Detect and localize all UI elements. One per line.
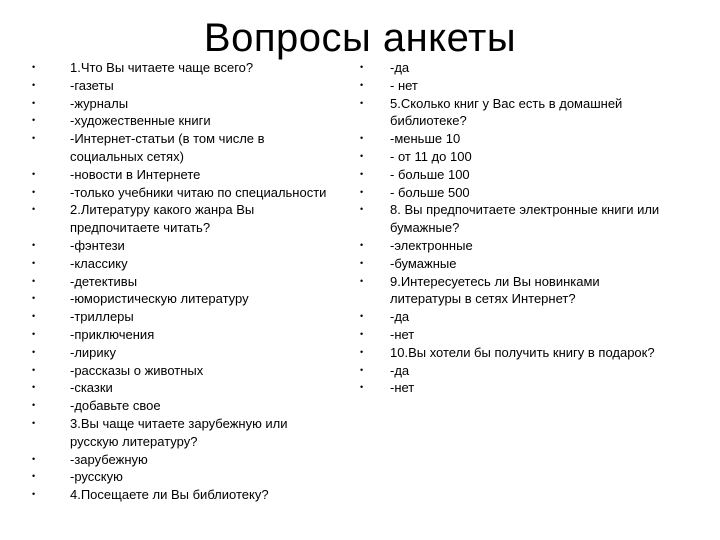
list-item [32,326,332,344]
bullet-icon: • [360,346,364,357]
list-item-text: -зарубежную [70,451,148,467]
list-item-text: 2.Литературу какого жанра Вы предпочитаете читать? [70,202,255,236]
list-item [360,130,668,148]
list-item [360,379,668,397]
list-item-text: 4.Посещаете ли Вы библиотеку? [70,487,269,503]
list-item-text: -художественные книги [70,113,211,129]
bullet-icon: • [360,133,364,144]
list-item-text: -Интернет-статьи (в том числе в социальных сетях) [70,131,265,164]
bullet-icon: • [360,257,364,268]
bullet-icon: • [32,97,36,108]
list-item [32,184,332,202]
list-item-text: -только учебники читаю по специальности [70,184,327,200]
bullet-icon: • [32,417,36,428]
bullet-icon: • [32,293,36,304]
list-item [32,379,332,397]
bullet-icon: • [360,62,364,72]
bullet-icon: • [360,275,364,286]
list-item-text: 8. Вы предпочитаете электронные книги или бумажные? [390,202,660,236]
right-question-list [360,59,668,397]
bullet-icon: • [32,489,36,500]
list-item-text: -русскую [70,469,123,485]
list-item-text: -новости в Интернете [70,166,201,182]
bullet-icon: • [32,204,36,215]
list-item-text: - больше 500 [390,184,470,200]
list-item [32,59,332,77]
bullet-icon: • [32,364,36,375]
list-item [32,308,332,326]
list-item [32,77,332,95]
list-item [360,201,668,237]
list-item [32,273,332,291]
list-item [360,255,668,273]
list-item [360,344,668,362]
list-item-text: 9.Интересуетесь ли Вы новинками литературы в сетях Интернет? [390,273,600,307]
bullet-icon: • [360,150,364,161]
list-item-text: - больше 100 [390,166,470,182]
list-item-text: 10.Вы хотели бы получить книгу в подарок? [390,344,655,360]
list-item-text: -детективы [70,273,138,289]
list-item-text: -нет [390,380,415,396]
bullet-icon: • [32,186,36,197]
bullet-icon: • [32,311,36,322]
list-item [32,344,332,362]
list-item-text: -да [390,362,410,378]
bullet-icon: • [32,400,36,411]
list-item [32,166,332,184]
list-item [32,397,332,415]
list-item-text: 1.Что Вы читаете чаще всего? [70,60,254,75]
list-item-text: -бумажные [390,255,457,271]
list-item-text: -юмористическую литературу [70,291,249,307]
list-item-text: -да [390,60,410,75]
bullet-icon: • [32,239,36,250]
list-item [32,255,332,273]
list-item [360,166,668,184]
list-item-text: -нет [390,326,415,342]
list-item [360,77,668,95]
list-item [360,326,668,344]
list-item [32,201,332,237]
bullet-icon: • [32,79,36,90]
list-item [360,362,668,380]
bullet-icon: • [360,79,364,90]
list-item-text: -фэнтези [70,237,125,253]
list-item-text: -триллеры [70,309,134,325]
list-item [360,273,668,309]
list-item [360,308,668,326]
bullet-icon: • [32,115,36,126]
list-item-text: -журналы [70,95,129,111]
list-item [360,95,668,131]
bullet-icon: • [32,275,36,286]
list-item-text: -газеты [70,77,114,93]
bullet-icon: • [360,382,364,393]
list-item [32,237,332,255]
bullet-icon: • [32,346,36,357]
list-item-text: - нет [390,77,418,93]
bullet-icon: • [32,257,36,268]
list-item [360,237,668,255]
list-item [360,184,668,202]
list-item-text: -сказки [70,380,113,396]
bullet-icon: • [360,311,364,322]
left-question-list [32,59,332,504]
list-item [32,95,332,113]
list-item-text: 5.Сколько книг у Вас есть в домашней библиотеке? [390,95,623,129]
bullet-icon: • [32,382,36,393]
list-item-text: -да [390,309,410,325]
bullet-icon: • [360,328,364,339]
bullet-icon: • [360,364,364,375]
bullet-icon: • [32,328,36,339]
list-item-text: -рассказы о животных [70,362,204,378]
list-item-text: -лирику [70,344,117,360]
bullet-icon: • [32,471,36,482]
list-item [32,112,332,130]
bullet-icon: • [32,168,36,179]
list-item-text: -меньше 10 [390,131,461,147]
list-item [32,486,332,504]
list-item [32,362,332,380]
bullet-icon: • [360,168,364,179]
bullet-icon: • [360,97,364,108]
slide-title: Вопросы анкеты [203,16,517,60]
bullet-icon: • [32,62,36,72]
list-item-text: -электронные [390,237,473,253]
list-item-text: -приключения [70,326,155,342]
bullet-icon: • [32,453,36,464]
list-item [32,451,332,469]
bullet-icon: • [360,239,364,250]
list-item [32,415,332,451]
list-item-text: -добавьте свое [70,398,161,414]
list-item [360,59,668,77]
list-item-text: - от 11 до 100 [390,148,472,164]
bullet-icon: • [360,204,364,215]
list-item-text: -классику [70,255,128,271]
list-item [32,468,332,486]
list-item [360,148,668,166]
bullet-icon: • [360,186,364,197]
list-item [32,290,332,308]
list-item-text: 3.Вы чаще читаете зарубежную или русскую литературу? [70,415,288,449]
list-item [32,130,332,166]
bullet-icon: • [32,133,36,144]
